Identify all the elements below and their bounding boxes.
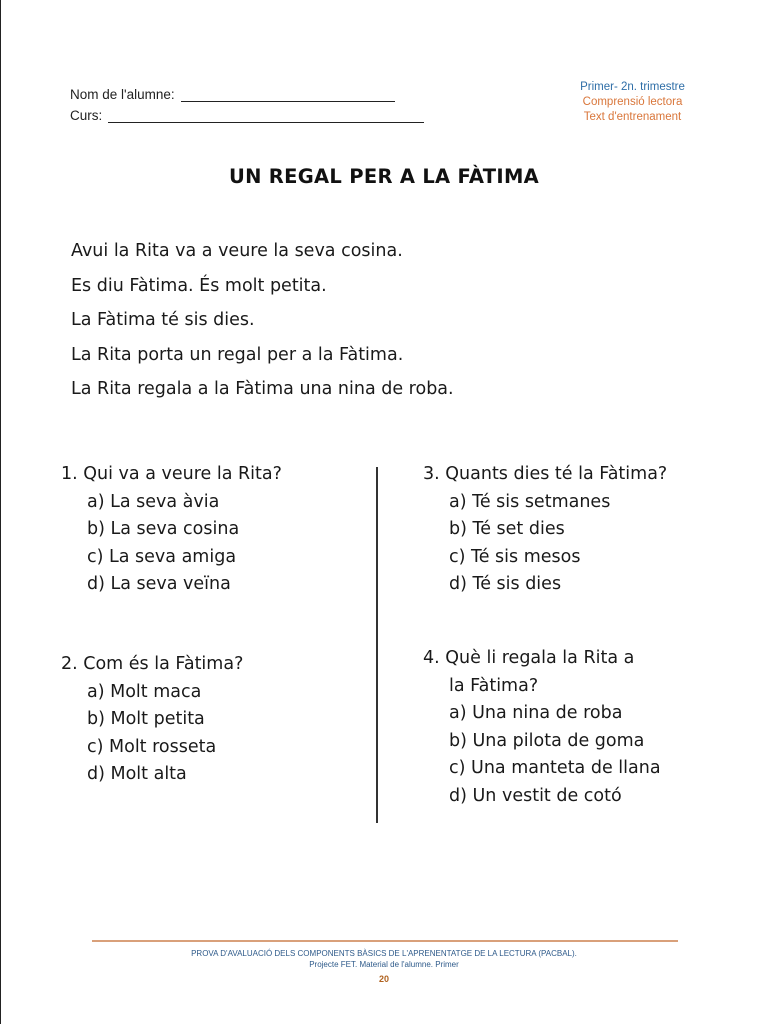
answer-option[interactable]: a) Molt maca (87, 681, 202, 702)
question-1 (61, 461, 282, 599)
answer-option[interactable]: c) La seva amiga (87, 546, 237, 567)
footer-divider (92, 940, 678, 942)
question-text-continued: la Fàtima? (449, 675, 539, 696)
question-4 (423, 645, 661, 810)
page-edge (0, 0, 1, 1024)
answer-option[interactable]: b) La seva cosina (87, 519, 240, 539)
story-line: Avui la Rita va a veure la seva cosina. (71, 241, 403, 261)
page-title: UN REGAL PER A LA FÀTIMA (228, 165, 540, 188)
question-text: 4. Què li regala la Rita a (423, 648, 635, 668)
subject-label: Comprensió lectora (582, 96, 683, 108)
page-number: 20 (378, 974, 389, 984)
student-name-row (70, 81, 424, 102)
answer-option[interactable]: a) Té sis setmanes (449, 491, 611, 512)
answer-option[interactable]: d) Molt alta (87, 764, 187, 784)
document-meta (560, 80, 705, 125)
story-line: La Fàtima té sis dies. (71, 310, 255, 330)
answer-option[interactable]: a) Una nina de roba (449, 703, 623, 723)
footer-line-2: Projecte FET. Material de l'alumne. Primer (309, 960, 459, 969)
course-row (70, 102, 424, 123)
answer-option[interactable]: a) La seva àvia (87, 491, 220, 512)
question-text: 1. Qui va a veure la Rita? (61, 464, 282, 484)
student-info (70, 81, 424, 123)
level-label: Primer- 2n. trimestre (580, 81, 685, 93)
question-text: 2. Com és la Fàtima? (61, 654, 244, 674)
question-text: 3. Quants dies té la Fàtima? (423, 464, 668, 484)
type-label: Text d'entrenament (583, 111, 682, 123)
answer-option[interactable]: b) Molt petita (87, 709, 205, 729)
question-2 (61, 651, 243, 789)
course-field[interactable] (108, 108, 424, 123)
answer-option[interactable]: c) Té sis mesos (449, 546, 581, 567)
answer-option[interactable]: b) Una pilota de goma (449, 730, 645, 751)
answer-option[interactable]: c) Una manteta de llana (449, 758, 661, 778)
answer-option[interactable]: d) La seva veïna (87, 574, 231, 594)
footer-line-1: PROVA D'AVALUACIÓ DELS COMPONENTS BÀSICS DE L'APRENENTATGE DE LA LECTURA (PACBAL). (191, 949, 577, 958)
answer-option[interactable]: c) Molt rosseta (87, 736, 217, 757)
story-line: La Rita regala a la Fàtima una nina de roba. (71, 379, 454, 399)
story-line: La Rita porta un regal per a la Fàtima. (71, 344, 404, 365)
story-text (71, 234, 454, 407)
student-name-field[interactable] (181, 87, 395, 102)
page-footer (0, 948, 768, 985)
answer-option[interactable]: d) Un vestit de cotó (449, 785, 622, 806)
story-line: Es diu Fàtima. És molt petita. (71, 275, 327, 296)
column-divider (376, 467, 378, 823)
answer-option[interactable]: b) Té set dies (449, 519, 565, 539)
question-3 (423, 461, 667, 599)
course-label: Curs: (70, 108, 103, 123)
student-name-label: Nom de l'alumne: (70, 87, 175, 102)
answer-option[interactable]: d) Té sis dies (449, 574, 562, 594)
